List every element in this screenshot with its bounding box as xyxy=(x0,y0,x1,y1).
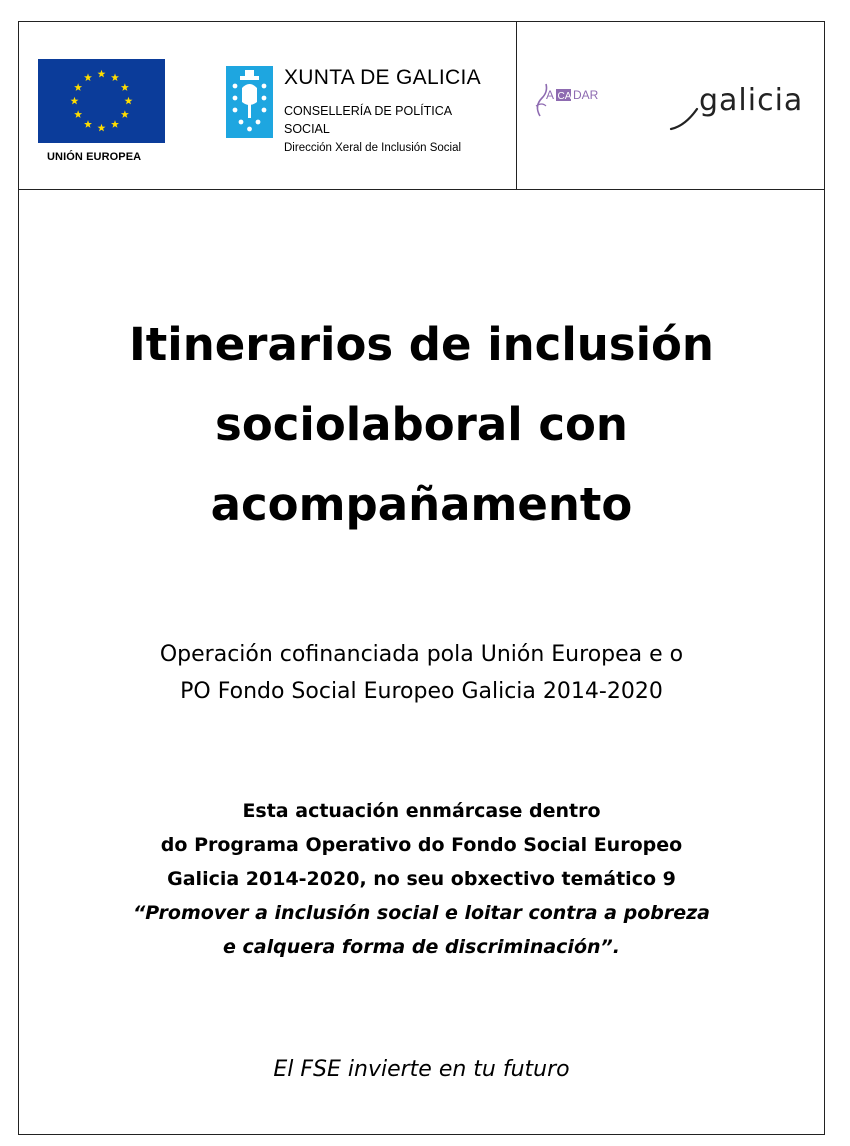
cofinancing-line: Operación cofinanciada pola Unión Europea e o xyxy=(159,642,684,667)
fse-slogan: El FSE invierte en tu futuro xyxy=(273,1057,570,1082)
title-line: Itinerarios de inclusión xyxy=(129,318,714,371)
xunta-logo xyxy=(226,66,516,166)
eu-label: UNIÓN EUROPEA xyxy=(47,151,142,163)
title-line: acompañamento xyxy=(210,478,633,531)
svg-text:galicia: galicia xyxy=(699,83,804,118)
title-line: sociolaboral con xyxy=(215,398,628,451)
xunta-shield-icon xyxy=(226,66,273,138)
svg-text:DAR: DAR xyxy=(573,88,599,102)
svg-text:CA: CA xyxy=(557,91,572,102)
cofinancing-line: PO Fondo Social Europeo Galicia 2014-2020 xyxy=(180,679,663,704)
objective-quote-line: “Promover a inclusión social e loitar contra a pobreza xyxy=(132,902,710,924)
acadar-logo xyxy=(532,80,622,120)
cofinancing-statement xyxy=(19,636,824,710)
objective-quote-line: e calquera forma de discriminación”. xyxy=(223,936,620,958)
eu-logo xyxy=(38,59,168,163)
xunta-directorate: Dirección Xeral de Inclusión Social xyxy=(284,142,462,154)
programme-statement xyxy=(19,794,824,964)
logo-header xyxy=(19,22,824,190)
document-title xyxy=(19,305,824,545)
xunta-title: XUNTA DE GALICIA xyxy=(284,66,481,89)
programme-line: Galicia 2014-2020, no seu obxectivo temático 9 xyxy=(167,868,676,890)
xunta-department-line1: CONSELLERÍA DE POLÍTICA xyxy=(284,104,453,118)
acadar-mark-icon xyxy=(532,80,622,120)
galicia-logo xyxy=(669,77,819,137)
document-frame xyxy=(18,21,825,1135)
xunta-department-line2: SOCIAL xyxy=(284,122,330,136)
header-divider xyxy=(516,22,517,190)
galicia-wordmark-icon xyxy=(669,77,819,137)
programme-line: Esta actuación enmárcase dentro xyxy=(242,800,601,822)
svg-text:A: A xyxy=(546,88,555,102)
programme-line: do Programa Operativo do Fondo Social Europeo xyxy=(160,834,683,856)
eu-flag-icon xyxy=(38,59,165,143)
